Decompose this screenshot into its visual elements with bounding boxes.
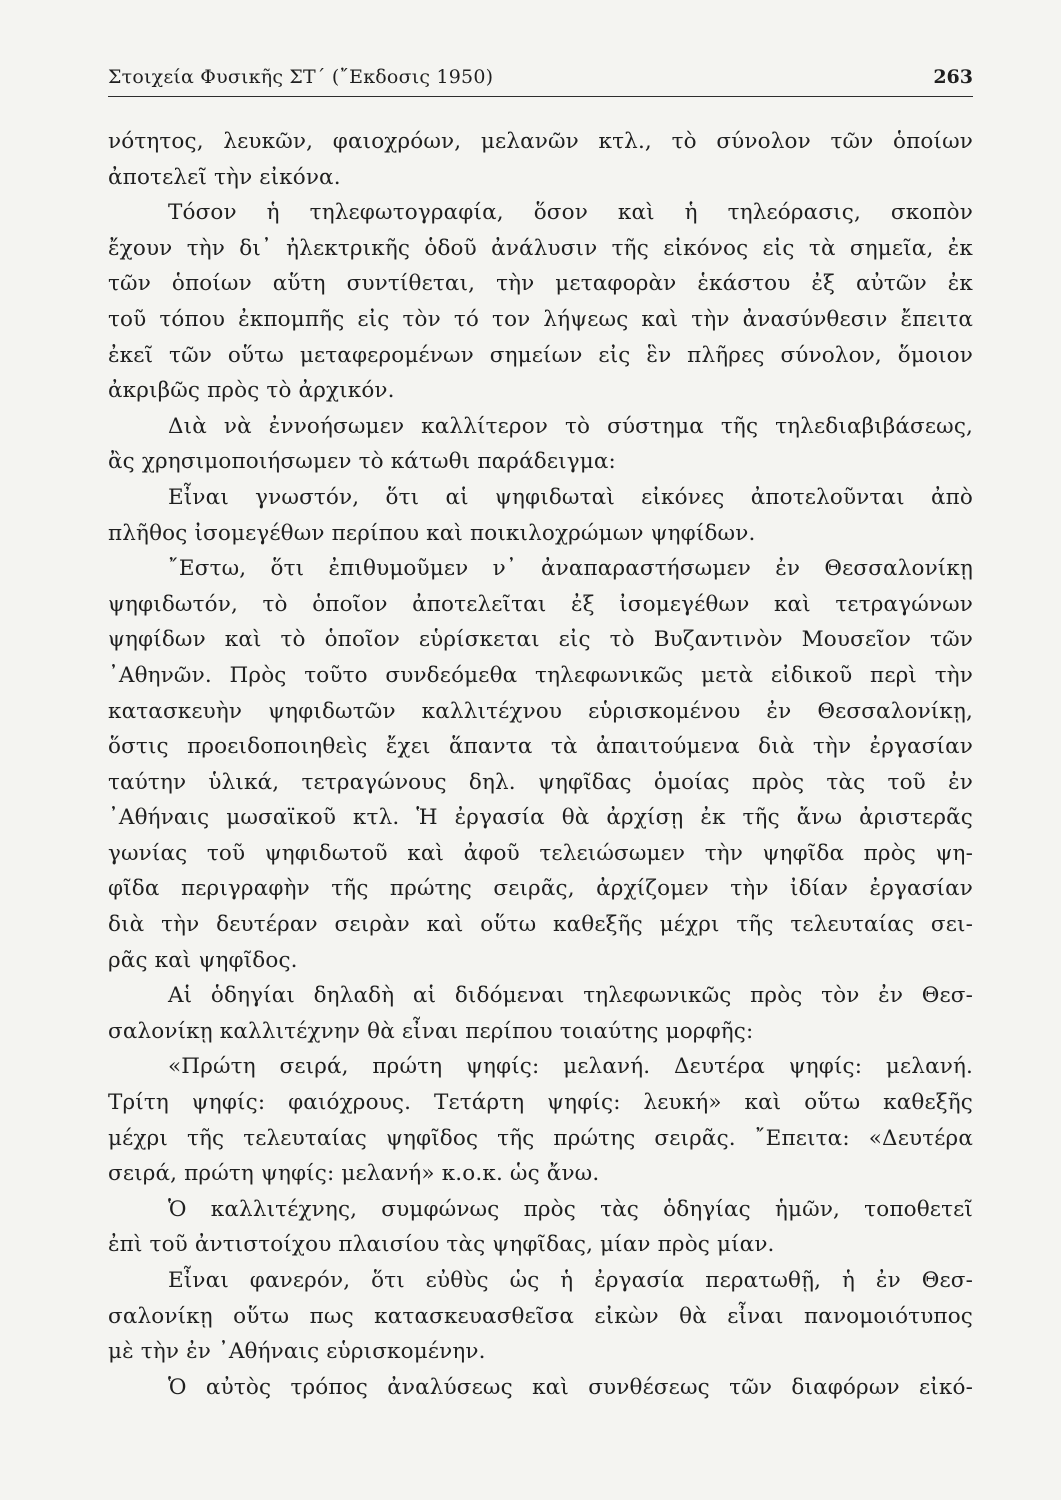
text-line: νότητος, λευκῶν, φαιοχρόων, μελανῶν κτλ., τὸ σύνολον τῶν ὁποίων: [108, 129, 973, 154]
text-line: ᾽Αθηνῶν. Πρὸς τοῦτο συνδεόμεθα τηλεφωνικῶς μετὰ εἰδικοῦ περὶ τὴν: [108, 662, 973, 688]
text-line: Διὰ νὰ ἐννοήσωμεν καλλίτερον τὸ σύστημα τῆς τηλεδιαβιβάσεως,: [168, 413, 973, 439]
text-line: ἔχουν τὴν δι᾽ ἠλεκτρικῆς ὁδοῦ ἀνάλυσιν τῆς εἰκόνος εἰς τὰ σημεῖα, ἐκ: [108, 235, 973, 261]
text-line: Εἶναι γνωστόν, ὅτι αἱ ψηφιδωταὶ εἰκόνες ἀποτελοῦνται ἀπὸ: [168, 484, 973, 510]
text-line: κατασκευὴν ψηφιδωτῶν καλλιτέχνου εὑρισκομένου ἐν Θεσσαλονίκῃ,: [108, 698, 973, 724]
text-line: Αἱ ὁδηγίαι δηλαδὴ αἱ διδόμεναι τηλεφωνικῶς πρὸς τὸν ἐν Θεσ-: [168, 983, 973, 1009]
text-line: ταύτην ὑλικά, τετραγώνους δηλ. ψηφῖδας ὁμοίας πρὸς τὰς τοῦ ἐν: [108, 769, 973, 795]
header-title: Στοιχεία Φυσικῆς ΣΤ΄ (῎Εκδοσις 1950): [108, 66, 494, 88]
text-line: ψηφίδων καὶ τὸ ὁποῖον εὑρίσκεται εἰς τὸ Βυζαντινὸν Μουσεῖον τῶν: [108, 627, 973, 653]
page-number: 263: [933, 66, 973, 88]
text-line: ψηφιδωτόν, τὸ ὁποῖον ἀποτελεῖται ἐξ ἰσομεγέθων καὶ τετραγώνων: [108, 591, 973, 617]
text-line: ᾽Αθήναις μωσαϊκοῦ κτλ. Ἡ ἐργασία θὰ ἀρχίσῃ ἐκ τῆς ἄνω ἀριστερᾶς: [108, 805, 973, 831]
text-line: ἐπὶ τοῦ ἀντιστοίχου πλαισίου τὰς ψηφῖδας, μίαν πρὸς μίαν.: [108, 1232, 775, 1258]
text-line: [108, 195, 973, 231]
text-line: Ὁ αὐτὸς τρόπος ἀναλύσεως καὶ συνθέσεως τῶν διαφόρων εἰκό-: [168, 1374, 973, 1400]
text-line: πλῆθος ἰσομεγέθων περίπου καὶ ποικιλοχρώμων ψηφίδων.: [108, 520, 756, 546]
text-line: ἀκριβῶς πρὸς τὸ ἀρχικόν.: [108, 378, 395, 404]
text-line: μέχρι τῆς τελευταίας ψηφῖδος τῆς πρώτης σειρᾶς. ῎Επειτα: «Δευτέρα: [108, 1125, 973, 1151]
text-line: τῶν ὁποίων αὕτη συντίθεται, τὴν μεταφορὰν ἑκάστου ἐξ αὐτῶν ἐκ: [108, 271, 973, 297]
text-line: μὲ τὴν ἐν ᾽Αθήναις εὑρισκομένην.: [108, 1339, 486, 1365]
text-line: Εἶναι φανερόν, ὅτι εὐθὺς ὡς ἡ ἐργασία περατωθῇ, ἡ ἐν Θεσ-: [168, 1268, 973, 1293]
text-line-content: Τόσον ἡ τηλεφωτογραφία, ὅσον καὶ ἡ τηλεόρασις, σκοπὸν: [168, 200, 973, 226]
text-line: ὅστις προειδοποιηθεὶς ἔχει ἅπαντα τὰ ἀπαιτούμενα διὰ τὴν ἐργασίαν: [108, 734, 973, 760]
text-line: φῖδα περιγραφὴν τῆς πρώτης σειρᾶς, ἀρχίζομεν τὴν ἰδίαν ἐργασίαν: [108, 876, 973, 902]
text-line: σαλονίκῃ καλλιτέχνην θὰ εἶναι περίπου τοιαύτης μορφῆς:: [108, 1018, 754, 1044]
text-line: τοῦ τόπου ἐκπομπῆς εἰς τὸν τό τον λήψεως καὶ τὴν ἀνασύνθεσιν ἔπειτα: [108, 306, 973, 332]
running-header: [108, 62, 973, 97]
text-line: ἀποτελεῖ τὴν εἰκόνα.: [108, 164, 341, 190]
text-line: «Πρώτη σειρά, πρώτη ψηφίς: μελανή. Δευτέρα ψηφίς: μελανή.: [168, 1054, 973, 1080]
text-line: Ὁ καλλιτέχνης, συμφώνως πρὸς τὰς ὁδηγίας ἡμῶν, τοποθετεῖ: [168, 1196, 973, 1222]
text-line: ρᾶς καὶ ψηφῖδος.: [108, 947, 298, 973]
text-line: γωνίας τοῦ ψηφιδωτοῦ καὶ ἀφοῦ τελειώσωμεν τὴν ψηφῖδα πρὸς ψη-: [108, 840, 973, 866]
text-line: Τρίτη ψηφίς: φαιόχρους. Τετάρτη ψηφίς: λευκή» καὶ οὕτω καθεξῆς: [108, 1090, 973, 1116]
text-line: ἂς χρησιμοποιήσωμεν τὸ κάτωθι παράδειγμα:: [108, 449, 616, 475]
text-line: σαλονίκῃ οὕτω πως κατασκευασθεῖσα εἰκὼν θὰ εἶναι πανομοιότυπος: [108, 1303, 973, 1329]
text-line: ἐκεῖ τῶν οὕτω μεταφερομένων σημείων εἰς ἓν πλῆρες σύνολον, ὅμοιον: [108, 342, 973, 368]
text-line: διὰ τὴν δευτέραν σειρὰν καὶ οὕτω καθεξῆς μέχρι τῆς τελευταίας σει-: [108, 912, 973, 938]
body-text: [108, 124, 973, 1405]
text-line: ῎Εστω, ὅτι ἐπιθυμοῦμεν ν᾽ ἀναπαραστήσωμεν ἐν Θεσσαλονίκῃ: [168, 556, 973, 582]
text-line: σειρά, πρώτη ψηφίς: μελανή» κ.ο.κ. ὡς ἄνω.: [108, 1161, 600, 1187]
